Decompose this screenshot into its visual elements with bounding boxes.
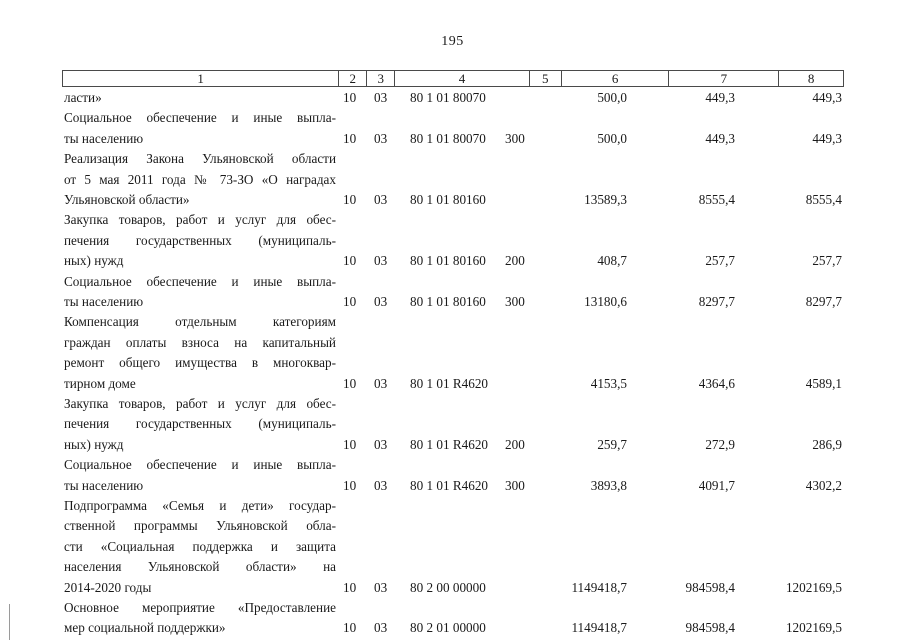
section-code: 10 bbox=[343, 620, 357, 636]
description-line: Компенсация отдельным категориям bbox=[64, 314, 336, 330]
table-row bbox=[0, 394, 905, 455]
description-line: Ульяновской области» bbox=[64, 191, 190, 207]
description-line: ты населению bbox=[64, 293, 144, 309]
section-code: 10 bbox=[343, 579, 357, 595]
amount-column-8: 8297,7 bbox=[805, 293, 842, 309]
description-line: Реализация Закона Ульяновской области bbox=[64, 151, 336, 167]
description-line: Социальное обеспечение и иные выпла- bbox=[64, 457, 336, 473]
target-article-code: 80 1 01 80160 bbox=[410, 253, 486, 269]
description-line: печения государственных (муниципаль- bbox=[64, 416, 336, 432]
description-line: ных) нужд bbox=[64, 253, 124, 269]
row-description bbox=[64, 88, 336, 108]
description-line: Основное мероприятие «Предоставление bbox=[64, 600, 336, 615]
table-header bbox=[62, 70, 844, 87]
amount-column-8: 257,7 bbox=[812, 253, 842, 269]
description-line: ремонт общего имущества в многоквар- bbox=[64, 355, 336, 371]
expense-type-code: 200 bbox=[505, 253, 525, 269]
amount-column-6: 408,7 bbox=[597, 253, 627, 269]
amount-column-7: 8555,4 bbox=[698, 191, 735, 207]
amount-column-7: 4364,6 bbox=[698, 375, 735, 391]
column-header-7: 7 bbox=[669, 71, 779, 86]
subsection-code: 03 bbox=[374, 620, 388, 636]
description-line: ты населению bbox=[64, 477, 144, 493]
column-header-3: 3 bbox=[367, 71, 395, 86]
amount-column-6: 4153,5 bbox=[590, 375, 627, 391]
target-article-code: 80 1 01 80070 bbox=[410, 130, 486, 146]
column-header-5: 5 bbox=[530, 71, 562, 86]
description-line: мер социальной поддержки» bbox=[64, 620, 226, 636]
subsection-code: 03 bbox=[374, 191, 388, 207]
column-header-2: 2 bbox=[339, 71, 367, 86]
column-header-4: 4 bbox=[395, 71, 530, 86]
section-code: 10 bbox=[343, 477, 357, 493]
column-header-6: 6 bbox=[562, 71, 670, 86]
amount-column-8: 4302,2 bbox=[805, 477, 842, 493]
table-row bbox=[0, 210, 905, 271]
table-row bbox=[0, 496, 905, 598]
description-line: Социальное обеспечение и иные выпла- bbox=[64, 110, 336, 126]
table-row bbox=[0, 455, 905, 496]
column-header-1: 1 bbox=[63, 71, 339, 86]
target-article-code: 80 1 01 80160 bbox=[410, 293, 486, 309]
amount-column-6: 1149418,7 bbox=[571, 579, 627, 595]
amount-column-8: 1202169,5 bbox=[785, 620, 842, 636]
target-article-code: 80 1 01 80070 bbox=[410, 90, 486, 105]
amount-column-7: 272,9 bbox=[705, 436, 735, 452]
amount-column-7: 984598,4 bbox=[685, 579, 735, 595]
table-row bbox=[0, 272, 905, 313]
amount-column-6: 1149418,7 bbox=[571, 620, 627, 636]
amount-column-6: 500,0 bbox=[597, 130, 627, 146]
row-description bbox=[64, 455, 336, 496]
section-code: 10 bbox=[343, 191, 357, 207]
amount-column-8: 4589,1 bbox=[805, 375, 842, 391]
table-row bbox=[0, 88, 905, 108]
subsection-code: 03 bbox=[374, 579, 388, 595]
amount-column-7: 257,7 bbox=[705, 253, 735, 269]
amount-column-6: 3893,8 bbox=[590, 477, 627, 493]
description-line: Социальное обеспечение и иные выпла- bbox=[64, 273, 336, 289]
amount-column-8: 1202169,5 bbox=[785, 579, 842, 595]
row-description bbox=[64, 394, 336, 455]
table-row bbox=[0, 149, 905, 210]
expense-type-code: 200 bbox=[505, 436, 525, 452]
amount-column-6: 500,0 bbox=[597, 90, 627, 105]
amount-column-7: 8297,7 bbox=[698, 293, 735, 309]
description-line: граждан оплаты взноса на капитальный bbox=[64, 334, 336, 350]
amount-column-7: 449,3 bbox=[705, 130, 735, 146]
column-header-8: 8 bbox=[807, 71, 815, 86]
margin-mark bbox=[9, 604, 10, 640]
expense-type-code: 300 bbox=[505, 477, 525, 493]
description-line: Закупка товаров, работ и услуг для обес- bbox=[64, 396, 336, 411]
amount-column-6: 13180,6 bbox=[584, 293, 627, 309]
page-number: 195 bbox=[441, 34, 464, 49]
subsection-code: 03 bbox=[374, 90, 388, 105]
section-code: 10 bbox=[343, 375, 357, 391]
description-line: ласти» bbox=[64, 90, 102, 105]
table-row bbox=[0, 108, 905, 149]
subsection-code: 03 bbox=[374, 293, 388, 309]
expense-type-code: 300 bbox=[505, 293, 525, 309]
amount-column-7: 449,3 bbox=[705, 90, 735, 105]
subsection-code: 03 bbox=[374, 436, 388, 452]
target-article-code: 80 1 01 R4620 bbox=[410, 477, 489, 493]
subsection-code: 03 bbox=[374, 130, 388, 146]
description-line: от 5 мая 2011 года № 73-ЗО «О наградах bbox=[64, 171, 336, 187]
section-code: 10 bbox=[343, 293, 357, 309]
description-line: Закупка товаров, работ и услуг для обес- bbox=[64, 212, 336, 228]
target-article-code: 80 2 01 00000 bbox=[410, 620, 486, 636]
target-article-code: 80 1 01 R4620 bbox=[410, 375, 489, 391]
section-code: 10 bbox=[343, 253, 357, 269]
description-line: ных) нужд bbox=[64, 436, 124, 452]
description-line: 2014-2020 годы bbox=[64, 579, 152, 595]
section-code: 10 bbox=[343, 130, 357, 146]
amount-column-7: 984598,4 bbox=[685, 620, 735, 636]
target-article-code: 80 1 01 R4620 bbox=[410, 436, 489, 452]
description-line: печения государственных (муниципаль- bbox=[64, 232, 336, 248]
description-line: ты населению bbox=[64, 130, 144, 146]
expense-type-code: 300 bbox=[505, 130, 525, 146]
table-row bbox=[0, 312, 905, 394]
table-row bbox=[0, 598, 905, 639]
amount-column-8: 449,3 bbox=[812, 130, 842, 146]
subsection-code: 03 bbox=[374, 477, 388, 493]
description-line: тирном доме bbox=[64, 375, 136, 391]
amount-column-6: 13589,3 bbox=[584, 191, 627, 207]
subsection-code: 03 bbox=[374, 375, 388, 391]
description-line: ственной программы Ульяновской обла- bbox=[64, 518, 336, 534]
amount-column-7: 4091,7 bbox=[698, 477, 735, 493]
target-article-code: 80 2 00 00000 bbox=[410, 579, 486, 595]
row-description bbox=[64, 496, 336, 598]
amount-column-8: 8555,4 bbox=[805, 191, 842, 207]
row-description bbox=[64, 210, 336, 271]
row-description bbox=[64, 149, 336, 210]
description-line: сти «Социальная поддержка и защита bbox=[64, 538, 336, 554]
amount-column-8: 286,9 bbox=[812, 436, 842, 452]
section-code: 10 bbox=[343, 90, 357, 105]
row-description bbox=[64, 272, 336, 313]
section-code: 10 bbox=[343, 436, 357, 452]
row-description bbox=[64, 108, 336, 149]
target-article-code: 80 1 01 80160 bbox=[410, 191, 486, 207]
row-description bbox=[64, 598, 336, 639]
description-line: Подпрограмма «Семья и дети» государ- bbox=[64, 498, 336, 513]
amount-column-8: 449,3 bbox=[812, 90, 842, 105]
description-line: населения Ульяновской области» на bbox=[64, 559, 336, 575]
subsection-code: 03 bbox=[374, 253, 388, 269]
row-description bbox=[64, 312, 336, 394]
amount-column-6: 259,7 bbox=[597, 436, 627, 452]
